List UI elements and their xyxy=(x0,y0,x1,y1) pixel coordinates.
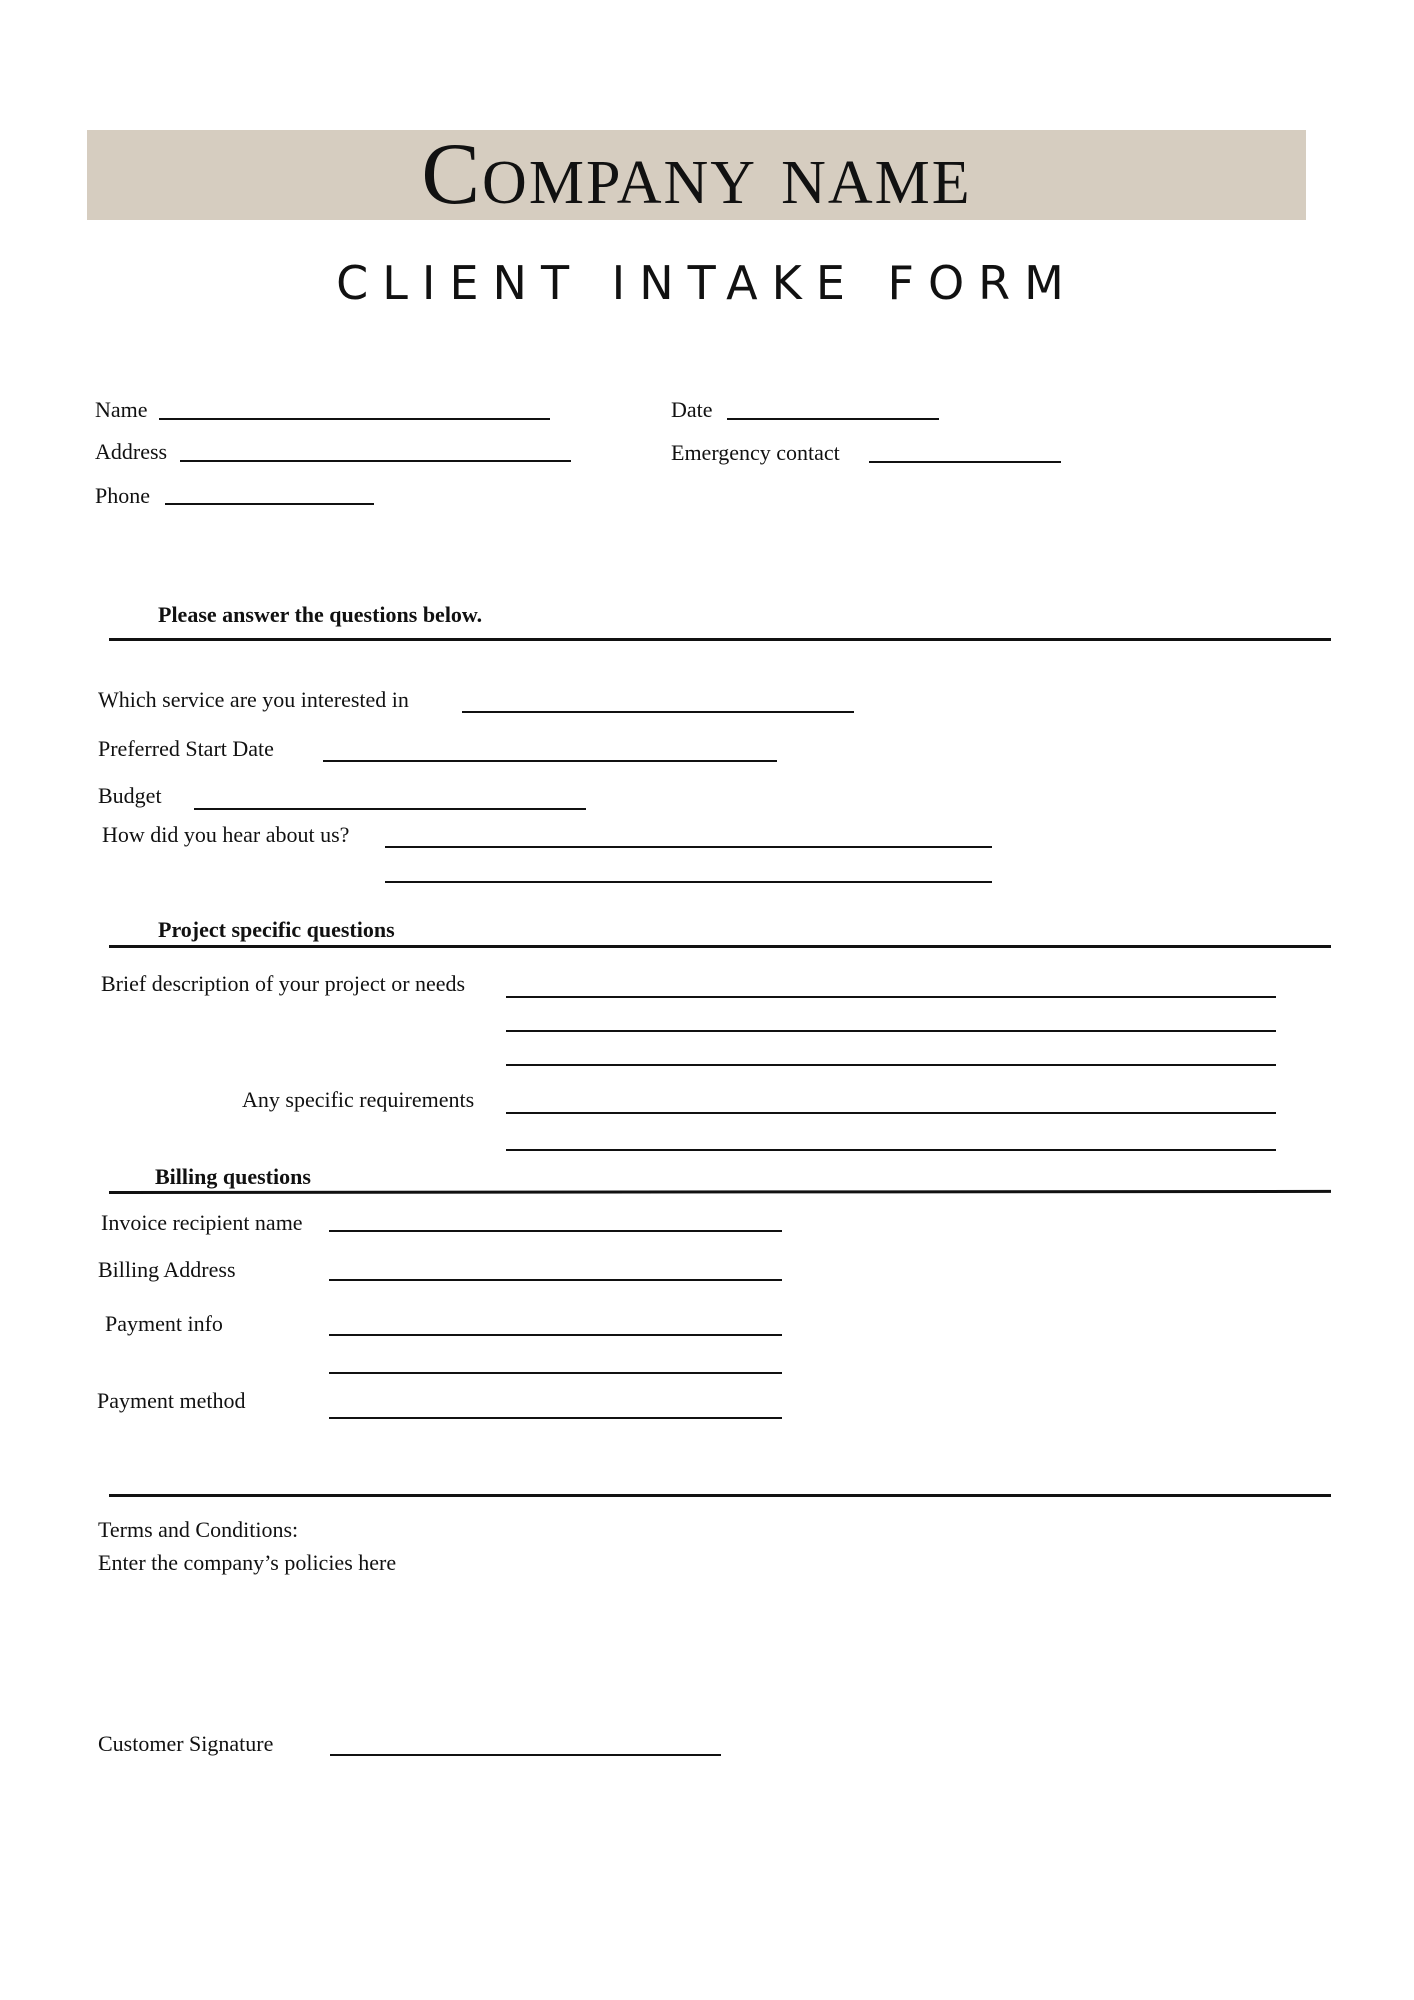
section-divider xyxy=(109,1494,1331,1497)
company-name: Company name xyxy=(421,126,972,223)
header-banner xyxy=(87,126,1306,223)
billing-address-label: Billing Address xyxy=(98,1257,236,1282)
payment-info-label: Payment info xyxy=(105,1311,223,1336)
form-title: CLIENT INTAKE FORM xyxy=(336,256,1078,310)
emergency-contact-label: Emergency contact xyxy=(671,440,840,465)
name-field[interactable] xyxy=(159,418,550,420)
address-label: Address xyxy=(95,439,168,464)
signature-field[interactable] xyxy=(330,1754,721,1756)
address-field[interactable] xyxy=(180,460,571,462)
billing-heading: Billing questions xyxy=(155,1164,311,1189)
emergency-contact-field[interactable] xyxy=(869,461,1061,463)
payment-info-field[interactable] xyxy=(329,1334,782,1336)
invoice-recipient-field[interactable] xyxy=(329,1230,782,1232)
description-field[interactable] xyxy=(506,996,1276,998)
billing-address-field[interactable] xyxy=(329,1279,782,1281)
payment-info-field-line-2[interactable] xyxy=(329,1372,782,1374)
requirements-field[interactable] xyxy=(506,1112,1276,1114)
section-divider xyxy=(109,945,1331,948)
description-label: Brief description of your project or needs xyxy=(101,971,466,996)
requirements-field-line-2[interactable] xyxy=(506,1149,1276,1151)
section-divider xyxy=(109,1190,1331,1194)
signature-label: Customer Signature xyxy=(98,1731,274,1756)
name-label: Name xyxy=(95,397,148,422)
terms-body: Enter the company’s policies here xyxy=(98,1550,397,1575)
description-field-line-2[interactable] xyxy=(506,1030,1276,1032)
phone-field[interactable] xyxy=(165,503,374,505)
referral-field-line-2[interactable] xyxy=(385,881,992,883)
terms-heading: Terms and Conditions: xyxy=(98,1517,299,1542)
description-field-line-3[interactable] xyxy=(506,1064,1276,1066)
referral-field[interactable] xyxy=(385,846,992,848)
start-date-field[interactable] xyxy=(323,760,777,762)
section-divider xyxy=(109,638,1331,641)
invoice-recipient-label: Invoice recipient name xyxy=(101,1210,303,1235)
budget-label: Budget xyxy=(98,783,162,808)
payment-method-field[interactable] xyxy=(329,1417,782,1419)
date-label: Date xyxy=(671,397,713,422)
budget-field[interactable] xyxy=(194,808,586,810)
phone-label: Phone xyxy=(95,483,150,508)
requirements-label: Any specific requirements xyxy=(242,1087,475,1112)
questions-heading: Please answer the questions below. xyxy=(158,602,483,627)
date-field[interactable] xyxy=(727,418,939,420)
payment-method-label: Payment method xyxy=(97,1388,246,1413)
start-date-label: Preferred Start Date xyxy=(98,736,274,761)
referral-label: How did you hear about us? xyxy=(102,822,350,847)
service-label: Which service are you interested in xyxy=(98,687,409,712)
service-field[interactable] xyxy=(462,711,854,713)
project-heading: Project specific questions xyxy=(158,917,395,942)
